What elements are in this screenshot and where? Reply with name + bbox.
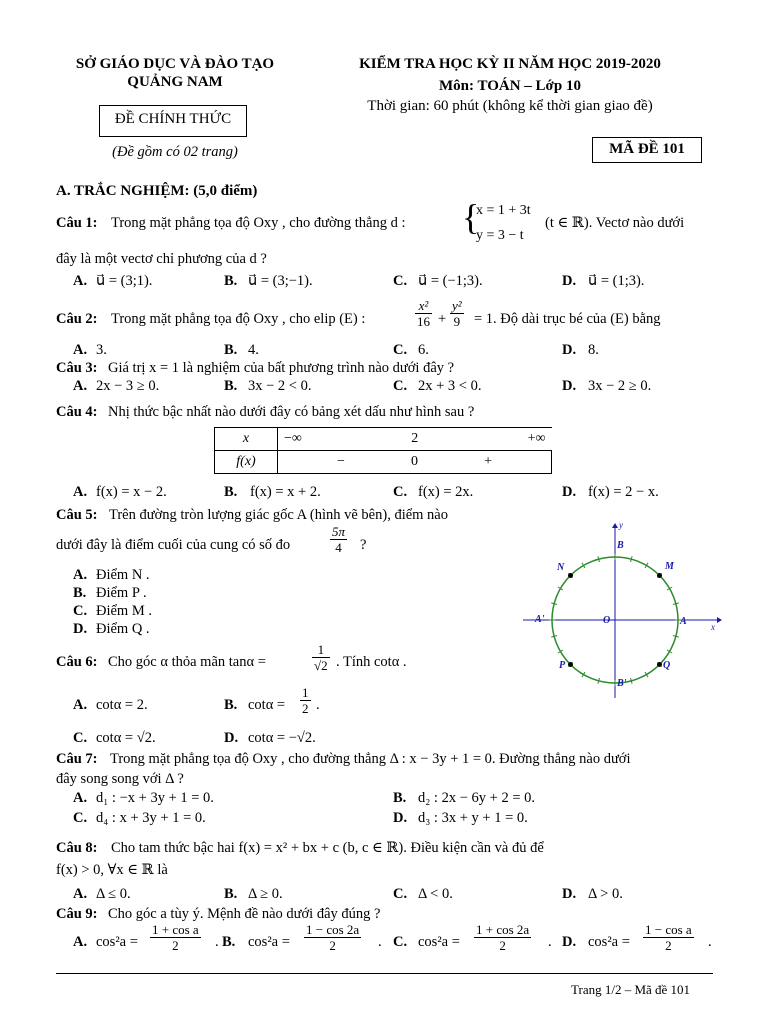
label-o: O: [603, 615, 611, 626]
q3-option-a[interactable]: 2x − 3 ≥ 0.: [96, 378, 160, 394]
label-m: M: [665, 561, 674, 572]
point-p-dot: [568, 662, 573, 667]
q8-c-label: C.: [393, 886, 408, 902]
point-n-dot: [568, 573, 573, 578]
point-q-dot: [657, 662, 662, 667]
official-label: ĐỀ CHÍNH THỨC: [114, 111, 232, 127]
unit-circle-figure: [515, 518, 725, 698]
y-axis-arrow-icon: [612, 523, 618, 528]
q3-d-label: D.: [562, 378, 577, 394]
q2-a-label: A.: [73, 342, 88, 358]
sign-plus: +: [484, 454, 492, 469]
q2-b-label: B.: [224, 342, 238, 358]
q3-text: Giá trị x = 1 là nghiệm của bất phương trình nào dưới đây ?: [108, 360, 455, 376]
q5-d-label: D.: [73, 621, 88, 637]
q1-sys1: x = 1 + 3t: [476, 203, 531, 218]
q8-d-label: D.: [562, 886, 577, 902]
q2-text2: = 1. Độ dài trục bé của (E) bằng: [474, 311, 661, 327]
q5-label: Câu 5:: [56, 507, 98, 523]
q3-label: Câu 3:: [56, 360, 98, 376]
q2-frac1: $\frac{\text{x²}}{16}$: [417, 298, 430, 329]
q1-c-label: C.: [393, 273, 408, 289]
q1-text1: Trong mặt phẳng tọa độ Oxy , cho đường thẳng d :: [111, 215, 406, 231]
q2-text1: Trong mặt phẳng tọa độ Oxy , cho elip (E) :: [111, 311, 366, 327]
q5-option-b[interactable]: Điểm P .: [96, 585, 147, 601]
q8-option-c[interactable]: Δ < 0.: [418, 886, 453, 902]
sign-zero: 0: [411, 454, 418, 469]
q9-option-a[interactable]: cos²a =: [96, 934, 138, 950]
q9-d-frac: $\frac{\text{1 − cos a}}{2}$: [645, 922, 692, 953]
q4-a-label: A.: [73, 484, 88, 500]
q7-text1: Trong mặt phẳng tọa độ Oxy , cho đường thẳng Δ : x − 3y + 1 = 0. Đường thẳng nào dưới: [110, 751, 631, 767]
q9-label: Câu 9:: [56, 906, 98, 922]
q9-c-post: .: [548, 934, 552, 950]
sign-neg-inf: −∞: [284, 431, 302, 446]
q6-a-label: A.: [73, 697, 88, 713]
q7-label: Câu 7:: [56, 751, 98, 767]
q4-option-c[interactable]: f(x) = 2x.: [418, 484, 474, 500]
exam-code: MÃ ĐỀ 101: [609, 141, 685, 157]
q9-b-frac: $\frac{1 - \cos 2a}{2}$: [306, 922, 360, 953]
label-p: P: [559, 660, 566, 671]
exam-time: Thời gian: 60 phút (không kể thời gian giao đề): [367, 98, 653, 114]
sign-cell: x: [215, 428, 278, 451]
x-axis-arrow-icon: [717, 617, 722, 623]
q5-a-label: A.: [73, 567, 88, 583]
q3-b-label: B.: [224, 378, 238, 394]
q3-a-label: A.: [73, 378, 88, 394]
q9-a-frac: $\frac{\text{1 + cos a}}{2}$: [152, 922, 199, 953]
q2-option-b[interactable]: 4.: [248, 342, 259, 358]
q6-option-d[interactable]: cotα = −√2.: [248, 730, 316, 746]
point-m-dot: [657, 573, 662, 578]
q5-text1: Trên đường tròn lượng giác gốc A (hình vẽ bên), điểm nào: [109, 507, 448, 523]
q4-d-label: D.: [562, 484, 577, 500]
q6-d-label: D.: [224, 730, 239, 746]
label-b-prime: B': [617, 678, 627, 689]
q8-label: Câu 8:: [56, 840, 98, 856]
page-footer: Trang 1/2 – Mã đề 101: [571, 982, 691, 997]
q9-c-frac: $\frac{1 + \cos 2a}{2}$: [476, 922, 530, 953]
q6-frac: $\frac{1}{√2}$: [314, 642, 328, 673]
q8-a-label: A.: [73, 886, 88, 902]
q5-b-label: B.: [73, 585, 87, 601]
q3-option-d[interactable]: 3x − 2 ≥ 0.: [588, 378, 652, 394]
q1-sys2: y = 3 − t: [476, 228, 524, 243]
q2-option-a[interactable]: 3.: [96, 342, 107, 358]
q1-option-d[interactable]: u⃗ = (1;3).: [588, 273, 645, 289]
q9-b-label: B.: [222, 934, 236, 950]
q8-text1: Cho tam thức bậc hai f(x) = x² + bx + c (b, c ∈ ℝ). Điều kiện cần và đủ để: [111, 840, 544, 856]
q9-d-label: D.: [562, 934, 577, 950]
q2-d-label: D.: [562, 342, 577, 358]
q1-text2: (t ∈ ℝ). Vectơ nào dưới: [545, 215, 685, 231]
label-a: A: [680, 616, 687, 627]
q4-text: Nhị thức bậc nhất nào dưới đây có bảng xét dấu như hình sau ?: [108, 404, 475, 420]
q9-option-d[interactable]: cos²a =: [588, 934, 630, 950]
q1-text3: đây là một vectơ chỉ phương của d ?: [56, 251, 267, 267]
q2-frac2: $\frac{\text{y²}}{9}$: [452, 298, 462, 329]
q8-text2: f(x) > 0, ∀x ∈ ℝ là: [56, 862, 168, 878]
q6-option-c[interactable]: cotα = √2.: [96, 730, 156, 746]
q4-b-label: B.: [224, 484, 238, 500]
dept-line2: QUẢNG NAM: [127, 74, 223, 90]
q4-option-d[interactable]: f(x) = 2 − x.: [588, 484, 659, 500]
sign-row-x: [215, 428, 552, 451]
q4-label: Câu 4:: [56, 404, 98, 420]
q7-option-c[interactable]: d₄ : x + 3y + 1 = 0.: [96, 810, 206, 826]
q5-c-label: C.: [73, 603, 88, 619]
q4-option-b[interactable]: f(x) = x + 2.: [250, 484, 321, 500]
q2-option-c[interactable]: 6.: [418, 342, 429, 358]
q7-option-b[interactable]: d₂ : 2x − 6y + 2 = 0.: [418, 790, 535, 806]
q9-a-post: .: [215, 934, 219, 950]
q9-b-post: .: [378, 934, 382, 950]
sign-minus: −: [337, 454, 345, 469]
q8-option-b[interactable]: Δ ≥ 0.: [248, 886, 283, 902]
q2-plus: +: [438, 311, 447, 327]
q6-c-label: C.: [73, 730, 88, 746]
q2-option-d[interactable]: 8.: [588, 342, 599, 358]
label-b: B: [617, 540, 624, 551]
q6-option-b[interactable]: cotα =: [248, 697, 286, 713]
q9-d-post: .: [708, 934, 712, 950]
sign-root: 2: [411, 431, 419, 446]
subject: Môn: TOÁN – Lớp 10: [439, 78, 581, 94]
footer-divider: [56, 973, 713, 974]
q6-label: Câu 6:: [56, 654, 98, 670]
q9-c-label: C.: [393, 934, 408, 950]
dept-line1: SỞ GIÁO DỤC VÀ ĐÀO TẠO: [75, 56, 275, 72]
y-axis-label: y: [619, 520, 623, 530]
q5-option-d[interactable]: Điểm Q .: [96, 621, 150, 637]
q6-b-label: B.: [224, 697, 238, 713]
q5-qm: ?: [360, 537, 367, 553]
q1-d-label: D.: [562, 273, 577, 289]
q1-label: Câu 1:: [56, 215, 98, 231]
q1-b-label: B.: [224, 273, 238, 289]
q8-b-label: B.: [224, 886, 238, 902]
q5-text2: dưới đây là điểm cuối của cung có số đo: [56, 537, 291, 553]
q9-option-c[interactable]: cos²a =: [418, 934, 460, 950]
q7-option-a[interactable]: d₁ : −x + 3y + 1 = 0.: [96, 790, 214, 806]
q1-option-a[interactable]: u⃗ = (3;1).: [96, 273, 153, 289]
q7-d-label: D.: [393, 810, 408, 826]
sign-pos-inf: +∞: [527, 431, 546, 446]
q7-option-d[interactable]: d₃ : 3x + y + 1 = 0.: [418, 810, 528, 826]
q9-option-b[interactable]: cos²a =: [248, 934, 290, 950]
q9-text: Cho góc a tùy ý. Mệnh đề nào dưới đây đúng ?: [108, 906, 381, 922]
sign-row-f: [215, 451, 552, 474]
q8-option-d[interactable]: Δ > 0.: [588, 886, 623, 902]
sign-cell: f(x): [215, 451, 278, 474]
q1-brace: {: [462, 197, 480, 237]
q7-b-label: B.: [393, 790, 407, 806]
q6-text2: . Tính cotα .: [336, 654, 407, 670]
q6-b-frac: $\frac{1}{2}$: [302, 685, 309, 716]
sign-table: [214, 427, 552, 474]
label-n: N: [557, 562, 565, 573]
q7-c-label: C.: [73, 810, 88, 826]
exam-title: KIỂM TRA HỌC KỲ II NĂM HỌC 2019-2020: [359, 56, 661, 72]
q6-text1: Cho góc α thỏa mãn tanα =: [108, 654, 266, 670]
label-q: Q: [663, 660, 671, 671]
q3-option-c[interactable]: 2x + 3 < 0.: [418, 378, 482, 394]
q1-option-b[interactable]: u⃗ = (3;−1).: [248, 273, 313, 289]
q1-option-c[interactable]: u⃗ = (−1;3).: [418, 273, 483, 289]
q2-c-label: C.: [393, 342, 408, 358]
q7-text2: đây song song với Δ ?: [56, 771, 184, 787]
q1-a-label: A.: [73, 273, 88, 289]
q8-option-a[interactable]: Δ ≤ 0.: [96, 886, 131, 902]
q6-b-post: .: [316, 697, 320, 713]
q5-option-a[interactable]: Điểm N .: [96, 567, 150, 583]
q7-a-label: A.: [73, 790, 88, 806]
sign-cell: [278, 451, 552, 474]
q3-option-b[interactable]: 3x − 2 < 0.: [248, 378, 312, 394]
q3-c-label: C.: [393, 378, 408, 394]
pages-note: (Đề gồm có 02 trang): [112, 144, 238, 160]
q9-a-label: A.: [73, 934, 88, 950]
q2-label: Câu 2:: [56, 311, 98, 327]
section-title: A. TRẮC NGHIỆM: (5,0 điểm): [56, 183, 258, 199]
q6-option-a[interactable]: cotα = 2.: [96, 697, 148, 713]
q5-frac: $\frac{5\pi}{4}$: [332, 524, 346, 555]
q4-c-label: C.: [393, 484, 408, 500]
x-axis-label: x: [711, 622, 715, 632]
q4-option-a[interactable]: f(x) = x − 2.: [96, 484, 167, 500]
sign-cell: [278, 428, 552, 451]
q5-option-c[interactable]: Điểm M .: [96, 603, 152, 619]
label-a-prime: A': [535, 614, 545, 625]
